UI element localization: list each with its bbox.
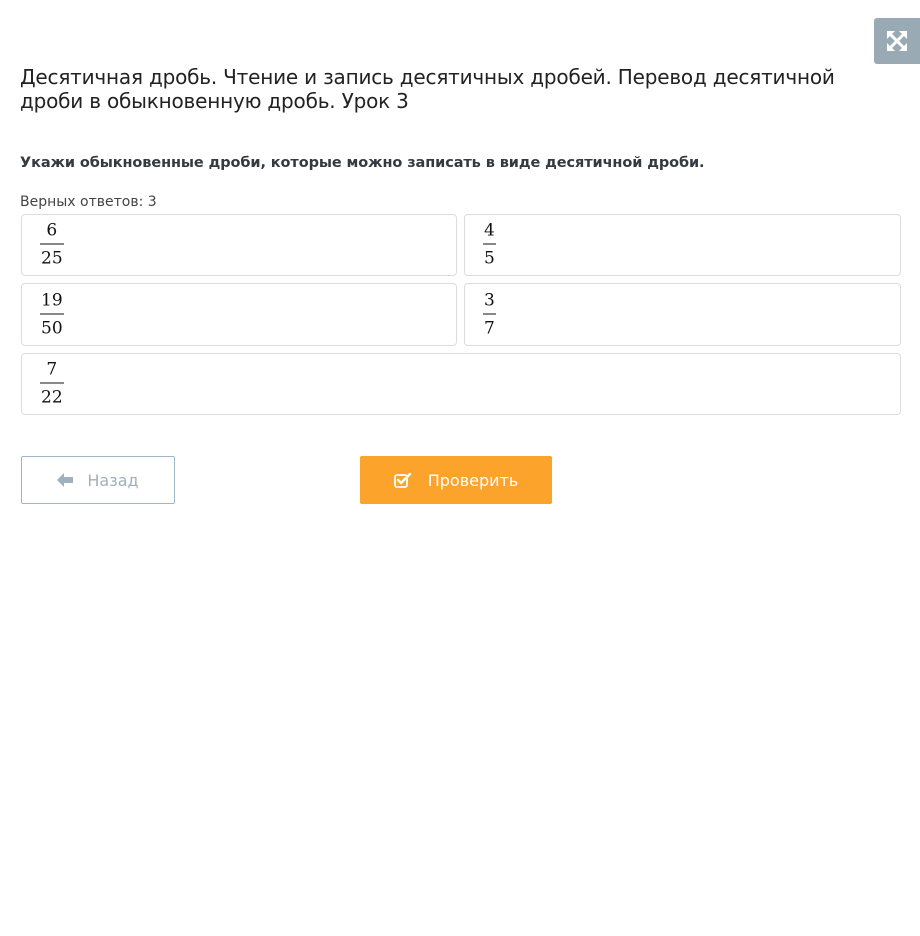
fullscreen-button[interactable] — [874, 18, 920, 64]
fraction — [483, 292, 496, 337]
back-button[interactable] — [21, 456, 175, 504]
answer-option[interactable] — [464, 214, 901, 276]
lesson-title: Десятичная дробь. Чтение и запись десятичных дробей. Перевод десятичной дроби в обыкновенную дробь. Урок 3 — [20, 65, 835, 113]
answer-option[interactable] — [21, 283, 457, 346]
arrow-left-icon — [57, 473, 73, 487]
fraction-denominator: 5 — [484, 248, 495, 269]
fraction-denominator: 50 — [41, 318, 63, 338]
answer-option[interactable] — [21, 353, 901, 415]
answer-option[interactable] — [464, 283, 901, 346]
fraction-numerator: 19 — [41, 290, 63, 310]
fraction-numerator: 7 — [46, 359, 58, 380]
fraction — [483, 220, 496, 269]
correct-answers-count: Верных ответов: 3 — [20, 194, 157, 210]
fraction-denominator: 25 — [41, 248, 63, 269]
fraction — [40, 292, 64, 337]
fraction-denominator: 22 — [41, 387, 63, 408]
fraction-denominator: 7 — [484, 318, 495, 338]
fraction — [40, 359, 64, 408]
expand-icon — [885, 29, 909, 53]
fraction — [40, 220, 64, 269]
answer-option[interactable] — [21, 214, 457, 276]
fraction-numerator: 4 — [484, 220, 495, 241]
checkbox-check-icon — [394, 472, 412, 488]
check-button-label: Проверить — [427, 470, 519, 490]
question-text: Укажи обыкновенные дроби, которые можно записать в виде десятичной дроби. — [20, 155, 705, 171]
fraction-numerator: 3 — [484, 290, 495, 310]
check-button[interactable] — [360, 456, 552, 504]
fraction-numerator: 6 — [46, 220, 58, 241]
back-button-label: Назад — [87, 470, 139, 490]
